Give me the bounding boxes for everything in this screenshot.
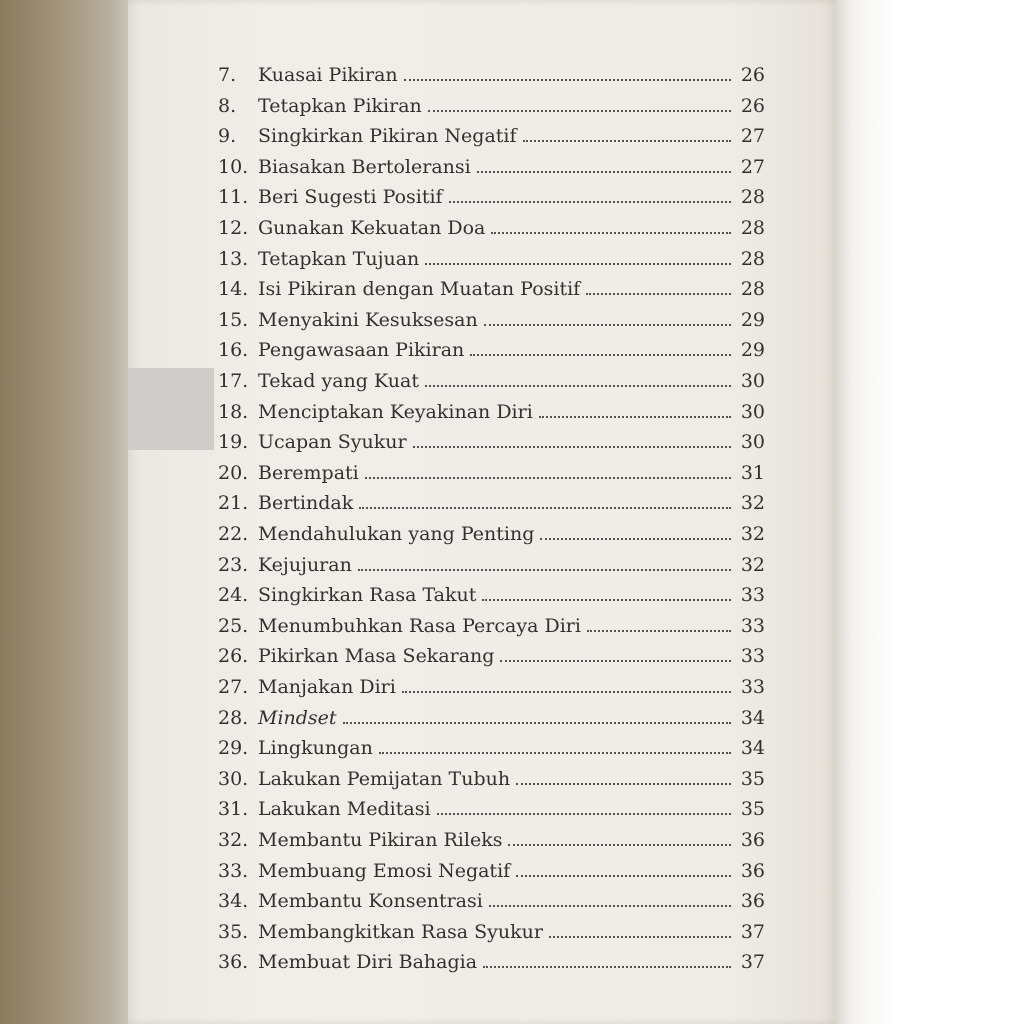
toc-entry-title: Beri Sugesti Positif [258,186,443,209]
dot-leader [379,750,731,754]
dot-leader [425,261,731,265]
toc-entry-number: 34. [218,890,249,913]
dot-leader [489,903,731,907]
toc-entry-page: 32 [740,523,765,545]
toc-entry [218,454,765,484]
toc-entry [218,56,765,86]
toc-entry-number: 23. [218,553,249,576]
toc-entry [218,760,765,790]
toc-entry-title: Membangkitkan Rasa Syukur [258,920,543,943]
dot-leader [358,567,731,571]
toc-entry [218,423,765,453]
toc-entry [218,913,765,943]
toc-entry-number: 9. [218,125,237,148]
toc-entry-number: 33. [218,859,249,882]
toc-entry-number: 28. [218,706,249,729]
toc-entry-number: 36. [218,951,249,974]
toc-entry [218,637,765,667]
toc-entry-title: Manjakan Diri [258,676,396,698]
toc-entry-page: 37 [740,920,765,943]
toc-entry [218,301,765,331]
toc-entry-number: 12. [218,217,249,239]
dot-leader [549,934,731,938]
dot-leader [425,383,731,387]
toc-entry-number: 19. [218,431,249,454]
dot-leader [449,199,731,203]
toc-entry-number: 32. [218,829,249,851]
toc-entry-title: Lakukan Pemijatan Tubuh [258,767,511,790]
dot-leader [470,352,731,356]
toc-entry-page: 35 [740,798,765,821]
toc-entry-number: 16. [218,339,249,362]
dot-leader [477,169,731,173]
toc-entry [218,821,765,851]
toc-entry-title: Gunakan Kekuatan Doa [258,217,486,239]
dot-leader [365,475,731,479]
toc-entry-title: Lingkungan [258,737,373,760]
toc-entry-title: Berempati [258,461,359,484]
dot-leader [586,291,731,295]
toc-entry [218,484,765,514]
dot-leader [402,689,731,693]
toc-entry-number: 31. [218,798,249,821]
toc-entry-page: 32 [740,553,765,576]
toc-entry [218,576,765,606]
toc-entry-title: Pengawasaan Pikiran [258,339,465,362]
dot-leader [540,536,731,540]
toc-entry-title: Lakukan Meditasi [258,798,431,821]
toc-entry-page: 33 [740,676,765,698]
toc-entry-title: Isi Pikiran dengan Muatan Positif [258,278,581,301]
dot-leader [428,108,731,112]
toc-entry-number: 8. [218,94,237,117]
toc-entry-page: 34 [740,737,765,760]
toc-entry-number: 30. [218,767,249,790]
toc-entry-number: 25. [218,614,249,637]
dot-leader [539,414,731,418]
dot-leader [482,597,731,601]
toc-entry-title: Bertindak [258,492,354,515]
toc-entry-title: Ucapan Syukur [258,431,407,454]
toc-entry-title: Membantu Konsentrasi [258,890,483,913]
dot-leader [491,230,731,234]
toc-entry-number: 24. [218,584,249,607]
toc-entry-number: 27. [218,676,249,698]
toc-entry-page: 33 [740,645,765,668]
toc-entry-page: 31 [740,461,765,484]
toc-entry-page: 28 [740,278,765,301]
toc-entry-title: Kejujuran [258,553,352,576]
dot-leader [587,628,731,632]
toc-entry [218,882,765,912]
dot-leader [359,505,731,509]
toc-entry-title: Menumbuhkan Rasa Percaya Diri [258,614,581,637]
toc-entry-number: 35. [218,920,249,943]
toc-entry-title: Singkirkan Pikiran Negatif [258,125,517,148]
dot-leader [523,138,731,142]
toc-entry-page: 37 [740,951,765,974]
dot-leader [413,444,731,448]
toc-entry [218,546,765,576]
toc-entry [218,729,765,759]
toc-entry-number: 21. [218,492,249,515]
toc-entry-page: 29 [740,339,765,362]
toc-entry-page: 28 [740,217,765,239]
toc-entry-number: 10. [218,155,249,178]
toc-entry-page: 27 [740,125,765,148]
toc-entry [218,362,765,392]
toc-entry-number: 11. [218,186,249,209]
toc-entry-page: 27 [740,155,765,178]
toc-entry-page: 36 [740,890,765,913]
toc-entry-title: Singkirkan Rasa Takut [258,584,477,607]
toc-entry-number: 18. [218,400,249,423]
toc-entry-title: Membuat Diri Bahagia [258,951,478,974]
toc-entry-title: Tetapkan Tujuan [258,247,420,270]
toc-entry-number: 7. [218,64,237,86]
toc-entry-page: 32 [740,492,765,515]
toc-entry-title: Membantu Pikiran Rileks [258,829,503,851]
toc-entry-page: 36 [740,859,765,882]
toc-entry [218,209,765,239]
toc-entry-title: Membuang Emosi Negatif [258,859,511,882]
toc-entry [218,607,765,637]
dot-leader [343,720,731,724]
toc-entry [218,790,765,820]
toc-entry [218,148,765,178]
toc-entry [218,331,765,361]
toc-entry-title: Tekad yang Kuat [258,370,419,392]
toc-entry-number: 13. [218,247,249,270]
toc-entry-page: 26 [740,94,765,117]
toc-entry-title: Kuasai Pikiran [258,64,398,86]
toc-entry-number: 20. [218,461,249,484]
toc-entry [218,393,765,423]
toc-entry-title: Pikirkan Masa Sekarang [258,645,495,668]
toc-entry-number: 29. [218,737,249,760]
dot-leader [437,811,731,815]
dot-leader [500,658,731,662]
toc-entry [218,87,765,117]
toc-entry-page: 36 [740,829,765,851]
dot-leader [483,964,731,968]
dot-leader [404,77,731,81]
toc-entry-page: 33 [740,614,765,637]
dot-leader [484,322,731,326]
toc-entry [218,270,765,300]
toc-entry-number: 17. [218,370,249,392]
toc-entry-page: 35 [740,767,765,790]
toc-entry-number: 15. [218,308,249,331]
dot-leader [516,781,731,785]
toc-entry [218,852,765,882]
toc-entry-page: 33 [740,584,765,607]
toc-entry-title: Mindset [258,706,337,729]
toc-entry-page: 26 [740,64,765,86]
toc-entry-page: 29 [740,308,765,331]
toc-entry-title: Menciptakan Keyakinan Diri [258,400,533,423]
toc-entry-page: 28 [740,247,765,270]
toc-entry [218,515,765,545]
toc-entry-title: Tetapkan Pikiran [258,94,422,117]
toc-entry-title: Menyakini Kesuksesan [258,308,478,331]
toc-entry [218,240,765,270]
toc-entry [218,699,765,729]
toc-entry-title: Mendahulukan yang Penting [258,523,535,545]
toc-entry-number: 22. [218,523,249,545]
dot-leader [508,842,731,846]
toc-entry [218,943,765,973]
toc-entry-page: 28 [740,186,765,209]
toc-entry [218,668,765,698]
dot-leader [516,873,731,877]
toc-entry-number: 14. [218,278,249,301]
toc-entry-page: 34 [740,706,765,729]
toc-entry [218,117,765,147]
toc-entry-title: Biasakan Bertoleransi [258,155,471,178]
toc-entry [218,178,765,208]
toc-entry-page: 30 [740,370,765,392]
toc-entry-page: 30 [740,431,765,454]
toc-entry-number: 26. [218,645,249,668]
toc-entry-page: 30 [740,400,765,423]
